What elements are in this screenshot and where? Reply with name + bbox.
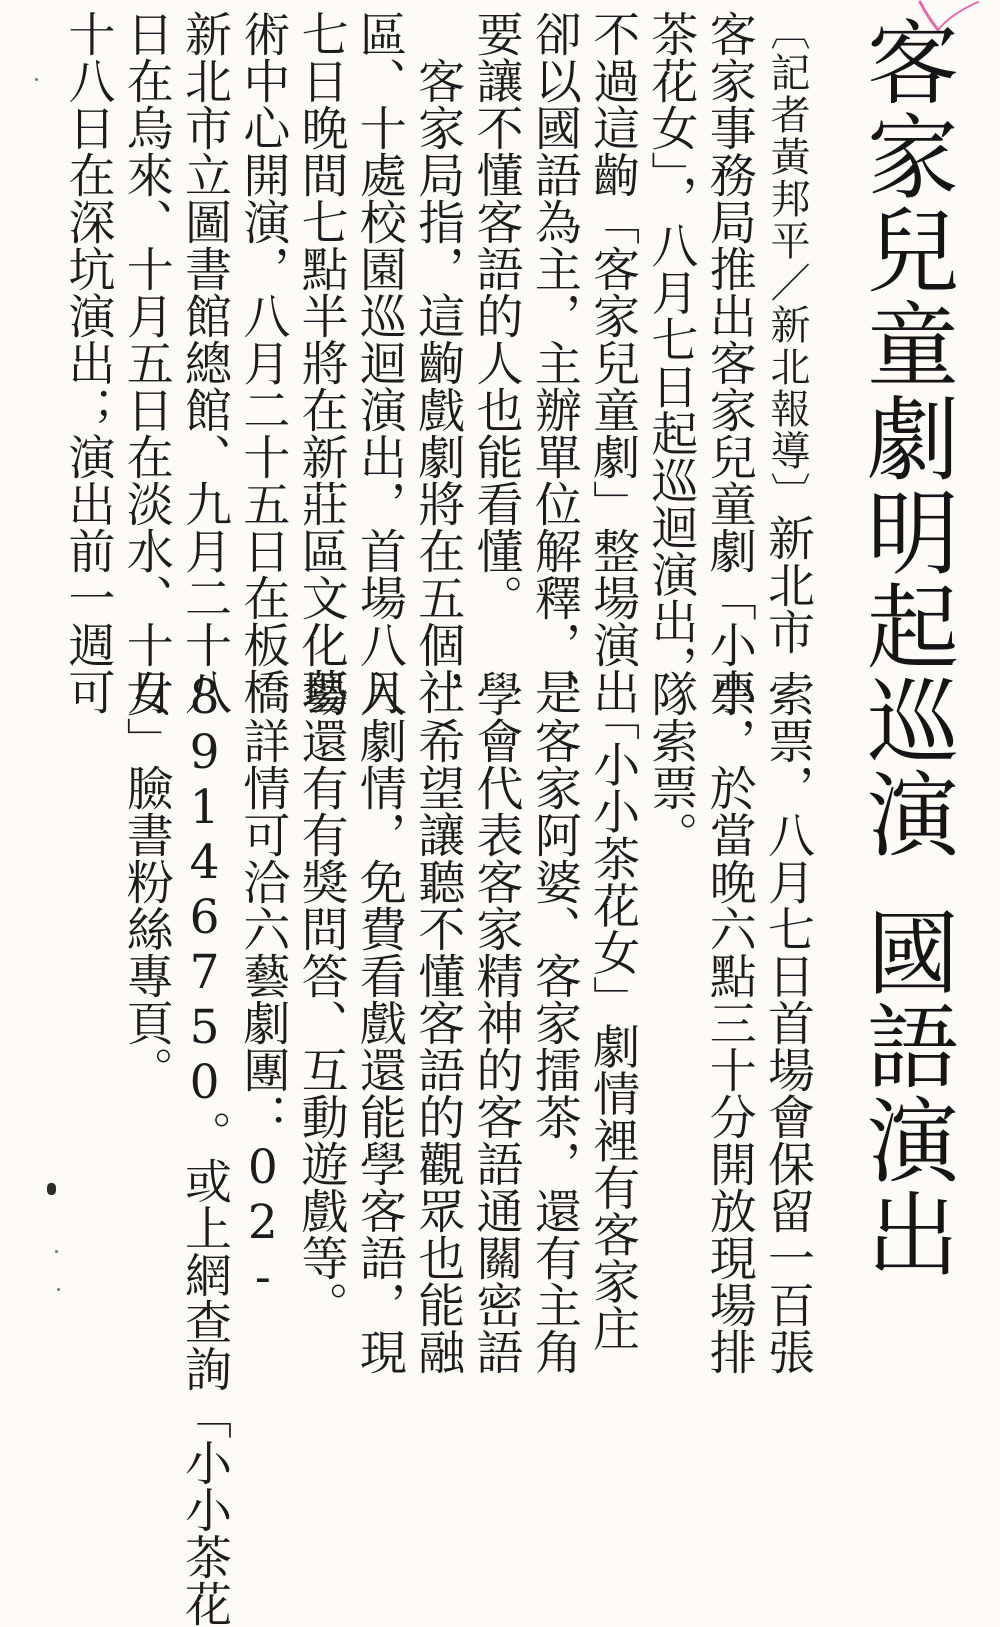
article-column: 日在烏來、十月五日在淡水、十月 [118, 10, 174, 715]
article-column: 場還有有獎問答、互動遊戲等。 [293, 670, 349, 1328]
ink-smudge [57, 1288, 60, 1291]
article-column: 89146750。或上網查詢「小小茶花 [177, 670, 233, 1627]
headline-main: 客家兒童劇明起巡演 [852, 15, 959, 861]
article-column: 新北市 [760, 514, 815, 655]
article-lower-block [116, 670, 816, 1627]
article-column: 索票，八月七日首場會保留一百張 [760, 670, 815, 1375]
article-column: 十八日在深坑演出；演出前一週可 [60, 10, 116, 715]
article-column: 票，於當晚六點三十分開放現場排 [701, 670, 757, 1375]
article-column: 客家事務局推出客家兒童劇「小小 [701, 10, 757, 715]
article-column: 、客家阿婆、客家擂茶，還有主角 [526, 670, 582, 1375]
article-column: 女」臉書粉絲專頁。 [118, 670, 174, 1093]
article-column: 詳情可洽六藝劇團：02- [235, 670, 291, 1305]
headline [850, 15, 960, 1295]
ink-smudge [35, 78, 38, 81]
article-column: 入劇情，免費看戲還能學客語，現 [351, 670, 407, 1375]
article-column: 七日晚間七點半將在新莊區文化藝 [293, 10, 349, 715]
ink-speck [47, 1183, 56, 1195]
article-column: 要讓不懂客語的人也能看懂。 [468, 10, 524, 621]
ink-smudge [55, 1250, 58, 1253]
article-column: 新北市立圖書館總館、九月二十八 [177, 10, 233, 715]
article-column: 不過這齣「客家兒童劇」整場演出 [585, 10, 641, 715]
article-column: 隊索票。 [643, 670, 699, 858]
article-byline: ︹記者黃邦平／新北報導︺ [764, 10, 810, 514]
article-column: 區、十處校園巡迴演出，首場八月 [351, 10, 407, 715]
article-column: 卻以國語為主，主辦單位解釋，是 [526, 10, 582, 715]
article-upper-block [58, 10, 816, 715]
article-column: 學會代表客家精神的客語通關密語 [468, 670, 524, 1375]
article-column: 客家局指，這齣戲劇將在五個社 [410, 10, 466, 715]
headline-sub: 國語演出 [852, 905, 959, 1281]
article-column: 茶花女」，八月七日起巡迴演出， [643, 10, 699, 692]
article-column: ，希望讓聽不懂客語的觀眾也能融 [410, 670, 466, 1375]
article-column: 「小小茶花女」劇情裡有客家庄 [585, 670, 641, 1352]
article-column: 術中心開演，八月二十五日在板橋 [235, 10, 291, 715]
